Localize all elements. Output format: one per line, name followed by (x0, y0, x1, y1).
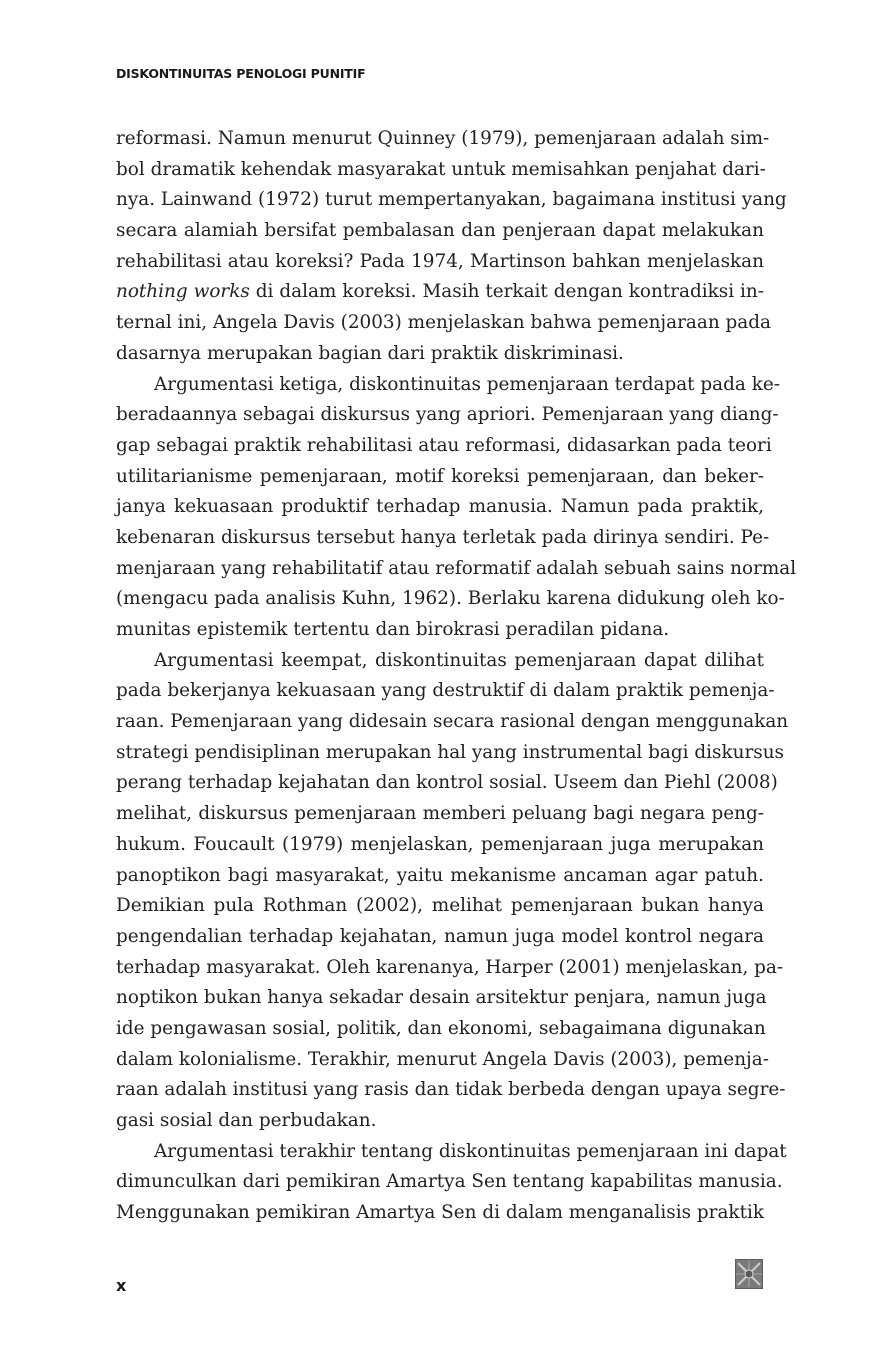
text-line: (mengacu pada analisis Kuhn, 1962). Berlaku karena didukung oleh ko- (116, 588, 785, 610)
text-line: rehabilitasi atau koreksi? Pada 1974, Martinson bahkan menjelaskan (116, 250, 764, 272)
text-line: raan adalah institusi yang rasis dan tidak berbeda dengan upaya segre- (116, 1079, 786, 1101)
text-line: Argumentasi ketiga, diskontinuitas pemenjaraan terdapat pada ke- (154, 373, 780, 395)
text-line: dasarnya merupakan bagian dari praktik diskriminasi. (116, 342, 624, 364)
text-line: secara alamiah bersifat pembalasan dan penjeraan dapat melakukan (116, 220, 764, 242)
text-line: panoptikon bagi masyarakat, yaitu mekanisme ancaman agar patuh. (116, 864, 764, 886)
running-head: DISKONTINUITAS PENOLOGI PUNITIF (116, 66, 366, 81)
body-text (116, 124, 797, 1229)
text-line: gap sebagai praktik rehabilitasi atau reformasi, didasarkan pada teori (116, 434, 772, 456)
text-line: noptikon bukan hanya sekadar desain arsitektur penjara, namun juga (116, 987, 767, 1009)
decorative-ornament-icon (735, 1259, 763, 1289)
text-line: nya. Lainwand (1972) turut mempertanyakan, bagaimana institusi yang (116, 189, 787, 211)
text-line: dimunculkan dari pemikiran Amartya Sen tentang kapabilitas manusia. (116, 1171, 783, 1193)
text-line: kebenaran diskursus tersebut hanya terletak pada dirinya sendiri. Pe- (116, 526, 770, 548)
text-line: perang terhadap kejahatan dan kontrol sosial. Useem dan Piehl (2008) (116, 772, 778, 794)
text-line: pengendalian terhadap kejahatan, namun juga model kontrol negara (116, 925, 764, 947)
text-line: terhadap masyarakat. Oleh karenanya, Harper (2001) menjelaskan, pa- (116, 956, 784, 978)
page-number: x (116, 1276, 127, 1295)
text-line: pada bekerjanya kekuasaan yang destruktif di dalam praktik pemenja- (116, 680, 775, 702)
text-line: Argumentasi keempat, diskontinuitas pemenjaraan dapat dilihat (154, 649, 764, 671)
text-line: ternal ini, Angela Davis (2003) menjelaskan bahwa pemenjaraan pada (116, 312, 771, 334)
text-line: hukum. Foucault (1979) menjelaskan, pemenjaraan juga merupakan (116, 833, 764, 855)
text-line: melihat, diskursus pemenjaraan memberi peluang bagi negara peng- (116, 803, 764, 825)
text-line: Argumentasi terakhir tentang diskontinuitas pemenjaraan ini dapat (154, 1140, 787, 1162)
text-line: beradaannya sebagai diskursus yang apriori. Pemenjaraan yang diang- (116, 404, 779, 426)
text-line: utilitarianisme pemenjaraan, motif koreksi pemenjaraan, dan beker- (116, 465, 764, 487)
text-line: raan. Pemenjaraan yang didesain secara rasional dengan menggunakan (116, 711, 789, 733)
text-line: bol dramatik kehendak masyarakat untuk memisahkan penjahat dari- (116, 158, 766, 180)
text-line: dalam kolonialisme. Terakhir, menurut Angela Davis (2003), pemenja- (116, 1048, 769, 1070)
text-line: reformasi. Namun menurut Quinney (1979), pemenjaraan adalah sim- (116, 128, 770, 149)
text-line: munitas epistemik tertentu dan birokrasi peradilan pidana. (116, 619, 670, 640)
text-line: Menggunakan pemikiran Amartya Sen di dalam menganalisis praktik (116, 1202, 764, 1224)
text-line: strategi pendisiplinan merupakan hal yang instrumental bagi diskursus (116, 741, 784, 763)
line-rest: di dalam koreksi. Masih terkait dengan kontradiksi in- (249, 281, 764, 303)
text-line: Demikian pula Rothman (2002), melihat pemenjaraan bukan hanya (116, 895, 764, 917)
text-line: janya kekuasaan produktif terhadap manusia. Namun pada praktik, (116, 496, 764, 518)
text-line: gasi sosial dan perbudakan. (116, 1110, 377, 1131)
text-line: ide pengawasan sosial, politik, dan ekonomi, sebagaimana digunakan (116, 1017, 766, 1039)
text-line: menjaraan yang rehabilitatif atau reformatif adalah sebuah sains normal (116, 557, 797, 579)
italic-phrase: nothing works (116, 281, 250, 303)
text-line (116, 277, 764, 308)
